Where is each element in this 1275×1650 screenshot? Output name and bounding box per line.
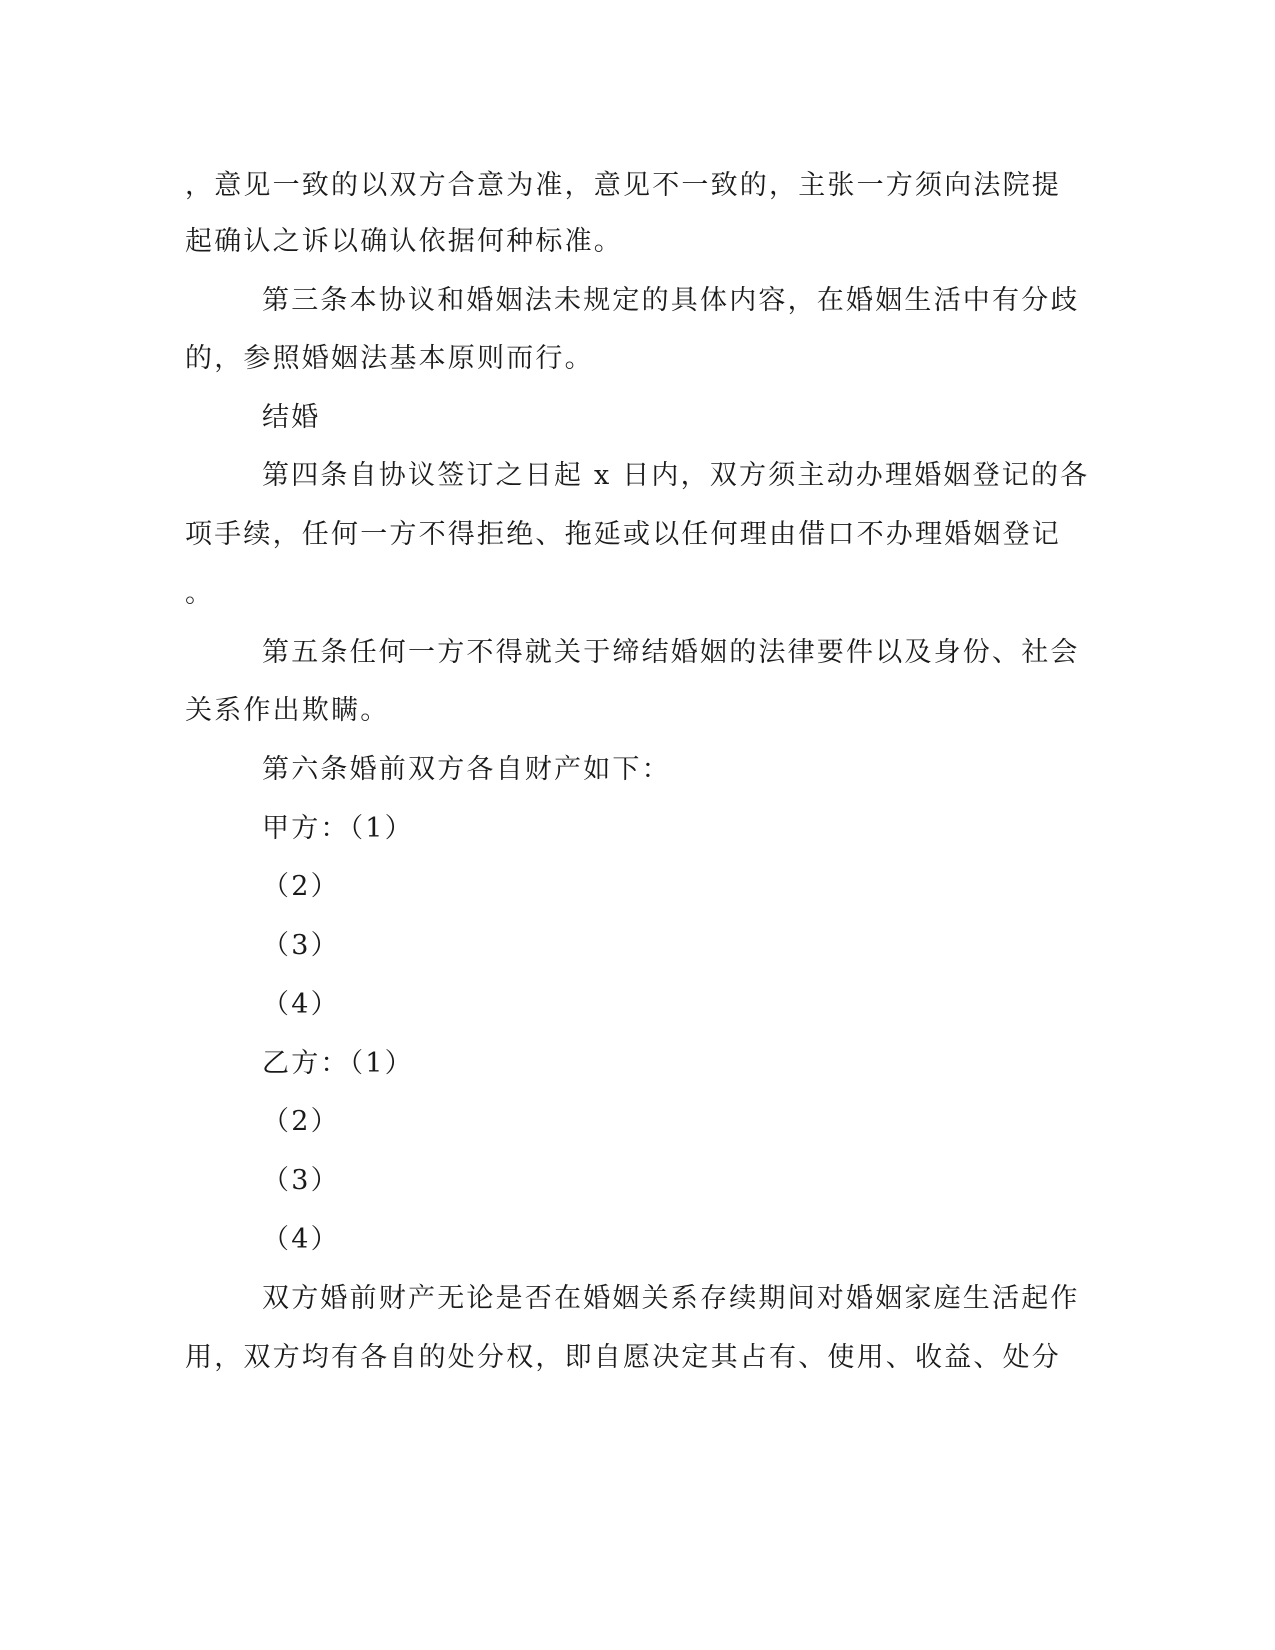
text-line: 第六条婚前双方各自财产如下： — [262, 754, 671, 785]
text-line: 双方婚前财产无论是否在婚姻关系存续期间对婚姻家庭生活起作 — [262, 1283, 1080, 1314]
text-line: 项手续，任何一方不得拒绝、拖延或以任何理由借口不办理婚姻登记 — [185, 519, 1061, 550]
text-line: 。 — [185, 578, 215, 609]
list-item: 乙方：（1） — [262, 1048, 414, 1079]
text-line: 第三条本协议和婚姻法未规定的具体内容，在婚姻生活中有分歧 — [262, 285, 1080, 316]
list-item: （3） — [262, 930, 340, 961]
list-item: （3） — [262, 1165, 340, 1196]
text-line: 第四条自协议签订之日起 x 日内，双方须主动办理婚姻登记的各 — [262, 460, 1090, 491]
text-line: 的，参照婚姻法基本原则而行。 — [185, 343, 594, 374]
section-heading: 结婚 — [262, 402, 321, 433]
text-line: 第五条任何一方不得就关于缔结婚姻的法律要件以及身份、社会 — [262, 637, 1080, 668]
list-item: （2） — [262, 871, 340, 902]
text-line: 起确认之诉以确认依据何种标准。 — [185, 226, 623, 257]
list-item: （2） — [262, 1106, 340, 1137]
list-item: 甲方：（1） — [262, 813, 414, 844]
list-item: （4） — [262, 1224, 340, 1255]
text-line: 关系作出欺瞒。 — [185, 695, 390, 726]
text-line: ，意见一致的以双方合意为准，意见不一致的，主张一方须向法院提 — [185, 170, 1061, 201]
text-line: 用，双方均有各自的处分权，即自愿决定其占有、使用、收益、处分 — [185, 1342, 1061, 1373]
list-item: （4） — [262, 989, 340, 1020]
